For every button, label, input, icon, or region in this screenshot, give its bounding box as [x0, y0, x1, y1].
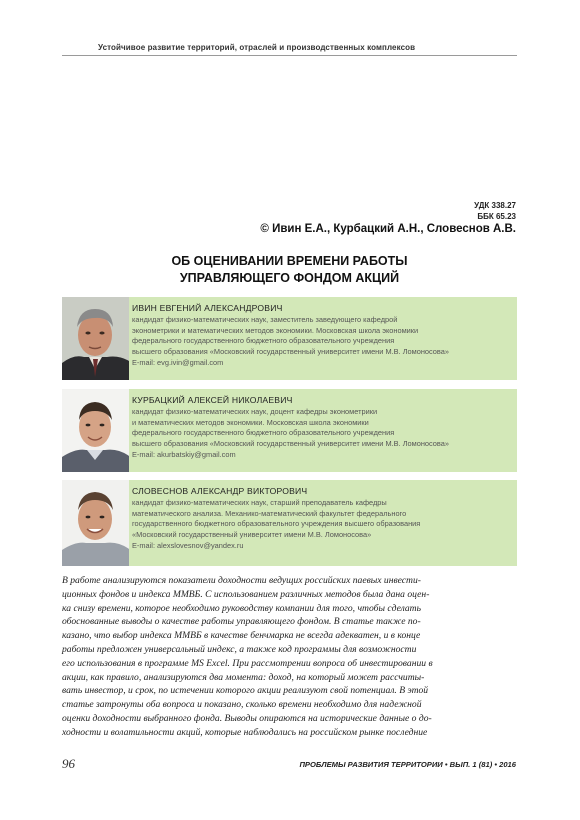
author-card-slovesnov: [62, 480, 517, 566]
portrait-slovesnov: [62, 480, 129, 566]
copyright-authors: © Ивин Е.А., Курбацкий А.Н., Словеснов А.В.: [260, 223, 516, 235]
article-title-line-2: УПРАВЛЯЮЩЕГО ФОНДОМ АКЦИЙ: [179, 271, 400, 285]
author-email: E-mail: akurbatskiy@gmail.com: [132, 449, 236, 459]
udk-code: УДК 338.27: [474, 201, 516, 210]
author-photo-ivin: [62, 297, 129, 380]
author-description: кандидат физико-математических наук, старший преподаватель кафедры математического анализа. Механико-математический факультет федерального государственного бюджетного образовательного учреждения высшего образования «Московский государственный университет имени М.В. Ломоносова»: [132, 498, 421, 540]
author-name: КУРБАЦКИЙ АЛЕКСЕЙ НИКОЛАЕВИЧ: [132, 395, 293, 405]
author-name: ИВИН ЕВГЕНИЙ АЛЕКСАНДРОВИЧ: [132, 303, 283, 313]
author-photo-slovesnov: [62, 480, 129, 566]
author-description: кандидат физико-математических наук, доцент кафедры эконометрики и математических методов экономики. Московская школа экономики федерального государственного бюджетного образовательного учреждения высшего образования «Московский государственный университет имени М.В. Ломоносова»: [132, 407, 449, 449]
article-title: [62, 253, 517, 287]
author-card-kurbatskiy: [62, 389, 517, 472]
running-title: Устойчивое развитие территорий, отраслей и производственных комплексов: [98, 43, 416, 52]
header-divider: [62, 55, 517, 56]
author-email: E-mail: alexslovesnov@yandex.ru: [132, 540, 244, 550]
bbk-code: ББК 65.23: [477, 212, 516, 221]
article-title-line-1: ОБ ОЦЕНИВАНИИ ВРЕМЕНИ РАБОТЫ: [171, 254, 408, 268]
abstract-paragraph: В работе анализируются показатели доходности ведущих российских паевых инвести- ционных фондов и индекса ММВБ. С использованием различных методов была дана оцен- ка снизу времени, которое необходимо руководству компании для того, чтобы сделать обоснованные выводы о качестве работы управляющего фондом. В статье также по- казано, что выбор индекса ММВБ в качестве бенчмарка не всегда адекватен, и в конце работы предложен универсальный индекс, а также код программы для возможности его использования в программе MS Excel. При рассмотрении вопроса об инвестировании в акции, как правило, анализируются два момента: доход, на который может рассчиты- вать инвестор, и срок, по истечении которого акции реализуют свой потенциал. В этой статье затронуты оба вопроса и показано, сколько времени необходимо для надежной оценки доходности выбранного фонда. Выводы опираются на исторические данные о до- ходности и волатильности акций, которые наблюдались на российском рынке последние: [62, 575, 433, 738]
journal-footer: ПРОБЛЕМЫ РАЗВИТИЯ ТЕРРИТОРИИ • ВЫП. 1 (81) • 2016: [299, 760, 516, 769]
author-card-ivin: [62, 297, 517, 380]
author-description: кандидат физико-математических наук, заместитель заведующего кафедрой эконометрики и математических методов экономики. Московская школа экономики федерального государственного бюджетного образовательного учреждения высшего образования «Московский государственный университет имени М.В. Ломоносова»: [132, 315, 449, 357]
portrait-ivin: [62, 297, 129, 380]
author-email: E-mail: evg.ivin@gmail.com: [132, 357, 224, 367]
author-photo-kurbatskiy: [62, 389, 129, 472]
portrait-kurbatskiy: [62, 389, 129, 472]
page-number: 96: [62, 756, 75, 771]
author-name: СЛОВЕСНОВ АЛЕКСАНДР ВИКТОРОВИЧ: [132, 486, 308, 496]
